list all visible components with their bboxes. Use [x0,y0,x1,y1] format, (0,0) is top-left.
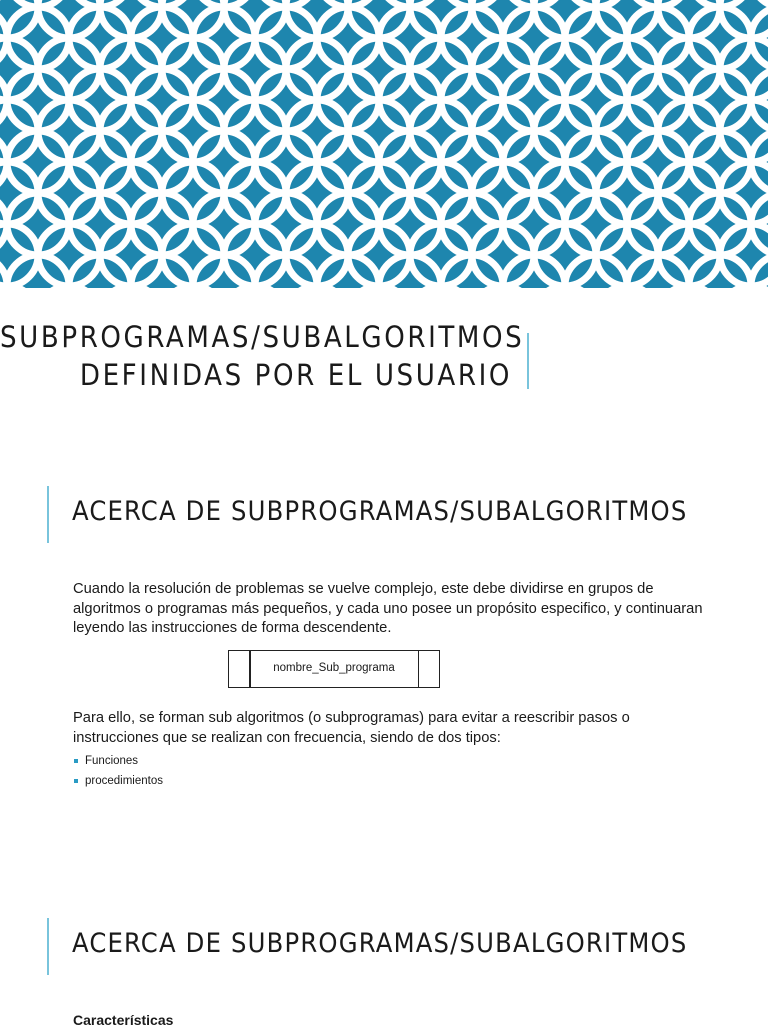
section-heading: ACERCA DE SUBPROGRAMAS/SUBALGORITMOS [72,496,688,527]
slide-title-line-2: DEFINIDAS POR EL USUARIO [79,358,512,392]
subprogram-diagram [228,650,440,688]
slide-title [0,318,525,394]
list-item [73,751,163,771]
title-accent-bar [527,333,529,389]
header-pattern-banner [0,0,768,288]
section-accent-bar [47,918,49,975]
diagram-label: nombre_Sub_programa [273,662,395,674]
list-item [73,771,163,791]
list-item-label: procedimientos [85,775,163,787]
bullet-square-icon [74,759,78,763]
section-heading: ACERCA DE SUBPROGRAMAS/SUBALGORITMOS [72,928,688,959]
bullet-square-icon [74,779,78,783]
types-paragraph: Para ello, se forman sub algoritmos (o subprogramas) para evitar a reescribir pasos o instrucciones que se realizan con frecuencia, siendo de dos tipos: [73,710,630,746]
section-accent-bar [47,486,49,543]
circle-pattern-graphic [0,0,768,288]
subheading: Características [73,1012,174,1028]
intro-paragraph: Cuando la resolución de problemas se vuelve complejo, este debe dividirse en grupos de algoritmos o programas más pequeños, y cada uno posee un propósito especifico, y continuaran leyendo las instrucciones de forma descendente. [73,581,703,636]
slide-title-line-1: SUBPROGRAMAS/SUBALGORITMOS [0,320,525,354]
list-item-label: Funciones [85,755,139,767]
types-list [73,751,163,791]
